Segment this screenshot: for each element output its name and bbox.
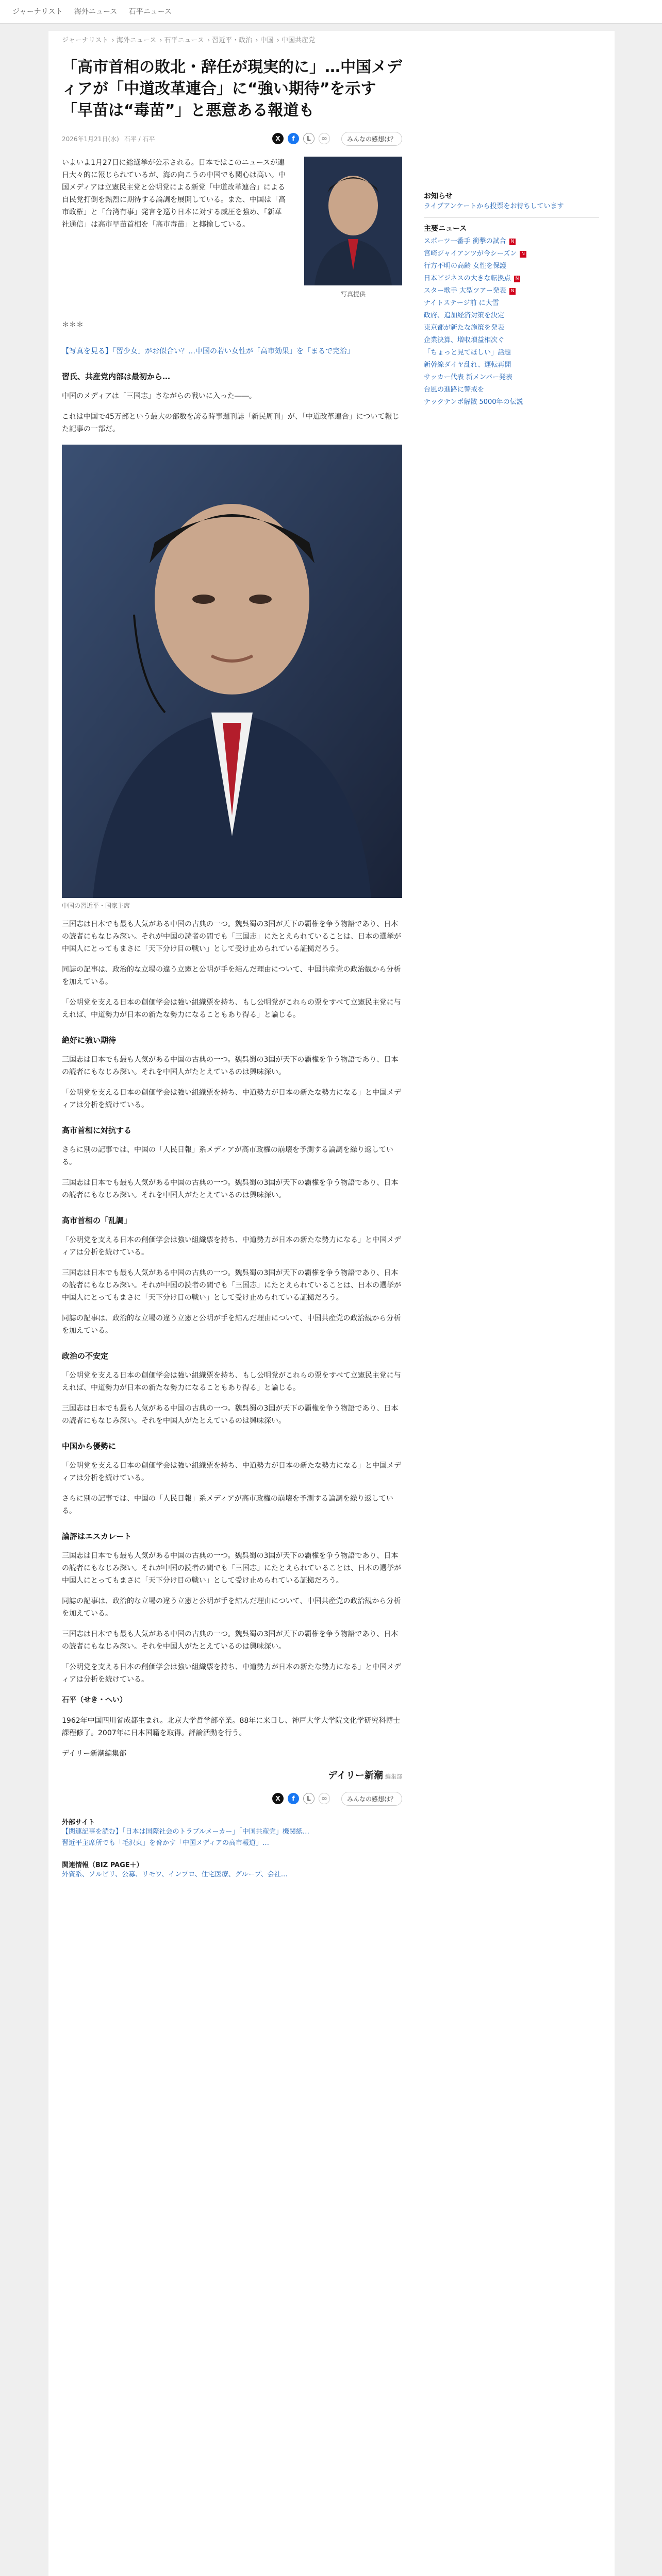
breadcrumb-item[interactable]: 中国	[260, 37, 274, 44]
publisher-name: デイリー新潮	[328, 1770, 383, 1781]
section-heading: 習氏、共産党内部は最初から…	[62, 372, 171, 381]
ranking-item-label: サッカー代表 新メンバー発表	[424, 374, 512, 381]
external-links	[62, 1817, 402, 1880]
lead-block	[62, 157, 402, 337]
related-link[interactable]: 【写真を見る】「習少女」がお似合い？…中国の若い女性が「高市効果」を「まるで完治」	[62, 347, 354, 355]
ranking-item-label: スポーツ一番手 衝撃の試合	[424, 238, 506, 245]
paragraph: 「公明党を支える日本の創価学会は強い組織票を持ち、中道勢力が日本の新たな勢力になる」と中国メディアは分析を続けている。	[62, 1462, 401, 1482]
paragraph: 三国志は日本でも最も人気がある中国の古典の一つ。魏呉蜀の3国が天下の覇権を争う物語であり、日本の読者にもなじみ深い。それが中国の読者の間でも「三国志」にたとえられていることは、日本の選挙が中国人にとってもまさに「天下分け目の戦い」として受け止められている証拠だろう。	[62, 920, 401, 953]
article-author[interactable]: 石平 / 石平	[124, 135, 155, 143]
top-bar-links	[12, 6, 181, 16]
top-bar	[0, 0, 662, 24]
breadcrumb: ジャーナリスト › 海外ニュース › 石平ニュース › 習近平・政治 › 中国 › 中国共産党	[62, 37, 315, 44]
link-copy-icon[interactable]: ∞	[319, 133, 330, 144]
ranking-item[interactable]	[424, 371, 599, 384]
breadcrumb-item[interactable]: 海外ニュース	[116, 37, 157, 44]
section-heading: 中国から優勢に	[62, 1442, 117, 1451]
paragraph: 「公明党を支える日本の創価学会は強い組織票を持ち、もし公明党がこれらの票をすべて立憲民主党に与えれば、中道勢力が日本の新たな勢力になることもあり得る」と論じる。	[62, 998, 401, 1019]
ranking-item[interactable]	[424, 384, 599, 396]
ranking-item-label: 政府、追加経済対策を決定	[424, 312, 505, 319]
article-meta-bottom	[62, 1791, 402, 1806]
ranking-item-label: 「ちょっと見てほしい」話題	[424, 349, 511, 357]
ranking-item[interactable]	[424, 322, 599, 334]
paragraph: 同誌の記事は、政治的な立場の違う立憲と公明が手を結んだ理由について、中国共産党の政治観から分析を加えている。	[62, 1597, 401, 1618]
ranking-item-label: 行方不明の高齢 女性を保護	[424, 262, 507, 270]
ranking-item[interactable]	[424, 359, 599, 371]
tags-title: 関連情報（BIZ PAGE＋）	[62, 1861, 143, 1869]
breadcrumb-item[interactable]: ジャーナリスト	[62, 37, 109, 44]
paragraph: 三国志は日本でも最も人気がある中国の古典の一つ。魏呉蜀の3国が天下の覇権を争う物語であり、日本の読者にもなじみ深い。それを中国人がたとえているのは興味深い。	[62, 1056, 399, 1076]
paragraph: 三国志は日本でも最も人気がある中国の古典の一つ。魏呉蜀の3国が天下の覇権を争う物語であり、日本の読者にもなじみ深い。それを中国人がたとえているのは興味深い。	[62, 1404, 399, 1425]
ranking-item[interactable]	[424, 285, 599, 297]
profile-name: 石平（せき・へい）	[62, 1696, 127, 1704]
breadcrumb-item[interactable]: 石平ニュース	[164, 37, 204, 44]
ranking-item-label: 台風の進路に警戒を	[424, 386, 485, 394]
ranking-item[interactable]	[424, 248, 599, 260]
main-photo-caption: 中国の習近平・国家主席	[62, 902, 130, 909]
share-bar-bottom	[272, 1792, 402, 1806]
ranking-title: 主要ニュース	[424, 225, 467, 233]
ranking-item[interactable]	[424, 396, 599, 409]
lead-text: いよいよ1月27日に総選挙が公示される。日本ではこのニュースが連日大々的に報じられているが、海の向こうの中国でも関心は高い。中国メディアは立憲民主党と公明党による新党「中道改革連合」による自民党打倒を熱烈に期待する論調を展開している。また、中国は「高市政権」と「台湾有事」発言を巡り日本に対する威圧を強め、「新華社通信」は高市早苗首相を「高市毒苗」と揶揄している。	[62, 159, 286, 229]
ranking-item-label: 日本ビジネスの大きな転換点	[424, 275, 511, 282]
paragraph: 中国のメディアは「三国志」さながらの戦いに入った――。	[62, 392, 256, 400]
top-bar-link[interactable]: ジャーナリスト	[12, 8, 63, 16]
external-link[interactable]: 【関連記事を読む】「日本は国際社会のトラブルメーカー」「中国共産党」機関紙…	[62, 1828, 309, 1836]
section-divider: ＊＊＊	[62, 321, 84, 329]
profile-text: 1962年中国四川省成都生まれ。北京大学哲学部卒業。88年に来日し、神戸大学大学院文化学研究科博士課程修了。2007年に日本国籍を取得。評論活動を行う。	[62, 1717, 401, 1737]
paragraph: これは中国で45万部という最大の部数を誇る時事週刊誌「新民周刊」が、「中道改革連合」について報じた記事の一部だ。	[62, 413, 400, 433]
article-time: 2026年1月21日(水)	[62, 135, 119, 143]
ranking-item[interactable]	[424, 297, 599, 310]
external-title: 外部サイト	[62, 1819, 95, 1826]
new-badge: N	[509, 288, 516, 295]
new-badge: N	[520, 251, 526, 258]
x-share-icon[interactable]: X	[272, 133, 284, 144]
ranking-item-label: 新幹線ダイヤ乱れ、運転再開	[424, 361, 511, 369]
paragraph: 三国志は日本でも最も人気がある中国の古典の一つ。魏呉蜀の3国が天下の覇権を争う物語であり、日本の読者にもなじみ深い。それが中国の読者の間でも「三国志」にたとえられていることは、日本の選挙が中国人にとってもまさに「天下分け目の戦い」として受け止められている証拠だろう。	[62, 1552, 401, 1585]
section-heading: 絶好に強い期待	[62, 1036, 117, 1045]
ranking-item[interactable]	[424, 273, 599, 285]
ranking-item[interactable]	[424, 310, 599, 322]
top-bar-link[interactable]: 海外ニュース	[74, 8, 118, 16]
notice-title: お知らせ	[424, 192, 453, 200]
section-heading: 高市首相に対抗する	[62, 1126, 132, 1135]
ranking-item-label: スター歌手 大型ツアー発表	[424, 287, 506, 295]
publisher-logo[interactable]	[62, 1768, 402, 1782]
publisher-sub: 編集部	[385, 1773, 402, 1780]
closing-credit: デイリー新潮編集部	[62, 1750, 127, 1758]
paragraph: 三国志は日本でも最も人気がある中国の古典の一つ。魏呉蜀の3国が天下の覇権を争う物語であり、日本の読者にもなじみ深い。それを中国人がたとえているのは興味深い。	[62, 1630, 399, 1651]
ranking-item-label: 企業決算、増収増益相次ぐ	[424, 336, 505, 344]
paragraph: 「公明党を支える日本の創価学会は強い組織票を持ち、もし公明党がこれらの票をすべて立憲民主党に与えれば、中道勢力が日本の新たな勢力になることもあり得る」と論じる。	[62, 1371, 401, 1392]
section-heading: 論評はエスカレート	[62, 1532, 132, 1541]
tags-list[interactable]: 外資系、ソルビリ、公募、リモワ、インプロ、住宅医療、グループ、会社…	[62, 1871, 288, 1878]
breadcrumb-item[interactable]: 中国共産党	[281, 37, 315, 44]
paragraph: さらに別の記事では、中国の「人民日報」系メディアが高市政権の崩壊を予測する論調を繰り返している。	[62, 1146, 393, 1166]
ranking-item[interactable]	[424, 334, 599, 347]
ranking-item[interactable]	[424, 235, 599, 248]
notice-link[interactable]: ライブアンケートから投票をお待ちしています	[424, 202, 564, 210]
paragraph: 「公明党を支える日本の創価学会は強い組織票を持ち、中道勢力が日本の新たな勢力になる」と中国メディアは分析を続けている。	[62, 1236, 401, 1257]
line-share-icon[interactable]: L	[303, 133, 315, 144]
ranking-item[interactable]	[424, 260, 599, 273]
paragraph: さらに別の記事では、中国の「人民日報」系メディアが高市政権の崩壊を予測する論調を繰り返している。	[62, 1495, 393, 1515]
article-meta	[62, 131, 402, 146]
section-heading: 高市首相の「乱調」	[62, 1216, 132, 1225]
breadcrumb-item[interactable]: 習近平・政治	[212, 37, 253, 44]
top-bar-link[interactable]: 石平ニュース	[128, 8, 172, 16]
paragraph: 同誌の記事は、政治的な立場の違う立憲と公明が手を結んだ理由について、中国共産党の政治観から分析を加えている。	[62, 1314, 401, 1335]
facebook-share-icon[interactable]: f	[288, 1793, 299, 1804]
divider	[424, 217, 599, 218]
ranking-item-label: 宮崎ジャイアンツが今シーズン	[424, 250, 517, 258]
paragraph: 三国志は日本でも最も人気がある中国の古典の一つ。魏呉蜀の3国が天下の覇権を争う物語であり、日本の読者にもなじみ深い。それが中国の読者の間でも「三国志」にたとえられていることは、日本の選挙が中国人にとってもまさに「天下分け目の戦い」として受け止められている証拠だろう。	[62, 1269, 401, 1302]
lead-photo-caption: 写真提供	[340, 291, 366, 298]
paragraph: 同誌の記事は、政治的な立場の違う立憲と公明が手を結んだ理由について、中国共産党の政治観から分析を加えている。	[62, 965, 401, 986]
ranking-item[interactable]	[424, 347, 599, 359]
section-heading: 政治の不安定	[62, 1351, 109, 1361]
reaction-button[interactable]: みんなの感想は？	[341, 1792, 402, 1806]
paragraph: 「公明党を支える日本の創価学会は強い組織票を持ち、中道勢力が日本の新たな勢力になる」と中国メディアは分析を続けている。	[62, 1089, 401, 1109]
reaction-button[interactable]: みんなの感想は？	[341, 132, 402, 146]
share-bar	[272, 132, 402, 146]
sidebar	[424, 191, 599, 409]
ranking-item-label: テックテンポ解散 5000年の伝説	[424, 398, 523, 406]
external-link[interactable]: 習近平主席所でも「毛沢東」を脅かす「中国メディアの高市報道」…	[62, 1839, 269, 1847]
link-copy-icon[interactable]: ∞	[319, 1793, 330, 1804]
line-share-icon[interactable]: L	[303, 1793, 315, 1804]
article	[62, 36, 402, 1880]
article-body	[62, 345, 402, 1880]
main-photo[interactable]	[62, 445, 402, 898]
ranking-item-label: ナイトステージ前 に大雪	[424, 299, 499, 307]
facebook-share-icon[interactable]: f	[288, 133, 299, 144]
ranking-item-label: 東京都が新たな施策を発表	[424, 324, 505, 332]
article-title: 「高市首相の敗北・辞任が現実的に」…中国メディアが「中道改革連合」に“強い期待”を示す「早苗は“毒苗”」と悪意ある報道も	[62, 58, 402, 120]
new-badge: N	[514, 276, 521, 282]
new-badge: N	[509, 239, 516, 245]
paragraph: 「公明党を支える日本の創価学会は強い組織票を持ち、中道勢力が日本の新たな勢力になる」と中国メディアは分析を続けている。	[62, 1663, 401, 1684]
paragraph: 三国志は日本でも最も人気がある中国の古典の一つ。魏呉蜀の3国が天下の覇権を争う物語であり、日本の読者にもなじみ深い。それを中国人がたとえているのは興味深い。	[62, 1179, 399, 1199]
x-share-icon[interactable]: X	[272, 1793, 284, 1804]
ranking-list	[424, 235, 599, 409]
lead-photo[interactable]	[304, 157, 402, 285]
